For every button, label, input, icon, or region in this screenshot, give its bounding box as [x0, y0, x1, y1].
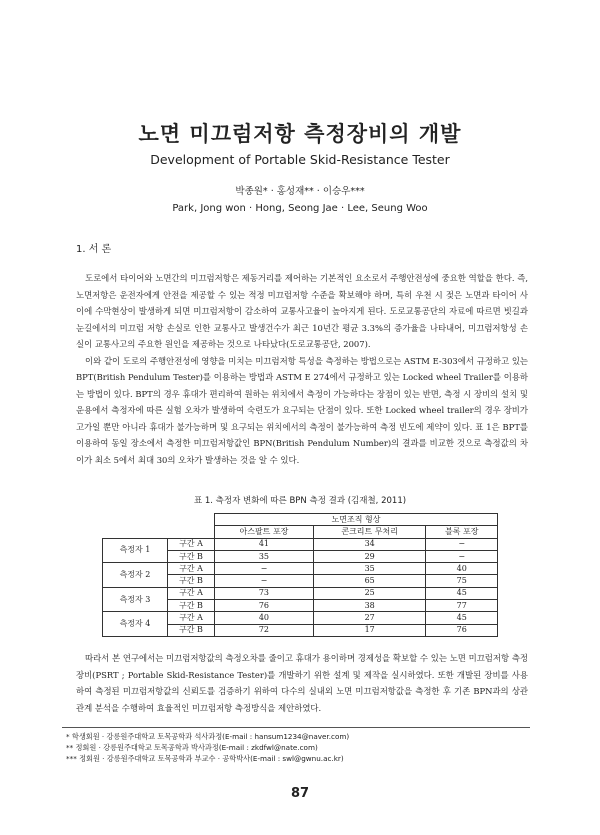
value-cell: −: [215, 575, 314, 587]
paper-subtitle: Development of Portable Skid-Resistance Tester: [150, 152, 450, 167]
value-cell: 77: [426, 600, 498, 612]
value-cell: 27: [313, 612, 426, 624]
value-cell: 29: [313, 550, 426, 562]
value-cell: 76: [215, 600, 314, 612]
value-cell: 65: [313, 575, 426, 587]
table-row: [103, 563, 498, 575]
footnote-1: * 학생회원 · 강릉원주대학교 토목공학과 석사과정(E-mail : hansum1234@naver.com): [66, 732, 350, 741]
table-row: [103, 587, 498, 599]
table-corner: [103, 514, 215, 539]
value-cell: 73: [215, 587, 314, 599]
page-number: 87: [290, 786, 310, 801]
section-cell: 구간 A: [168, 538, 215, 550]
paragraph-3: 따라서 본 연구에서는 미끄럼저항값의 측정오차를 줄이고 휴대가 용이하며 경제성을 확보할 수 있는 노면 미끄럼저항 측정 장비(PSRT ; Portable Skid-Resistance Tester)를 개발하기 위한 설계 및 제작을 실시하였다. 또한 개발된 장비를 사용하여 측정된 미끄럼저항값의 신뢰도를 검증하기 위하여 다수의 실내외 노면 미끄럼저항값을 측정한 후 기존 BPN과의 상관관계 분석을 수행하여 효율적인 미끄럼저항 측정방식을 제안하였다.: [76, 653, 528, 713]
tester-cell: 측정자 3: [103, 587, 168, 612]
section-cell: 구간 A: [168, 563, 215, 575]
table-header-row: [103, 514, 498, 526]
column-header: 블록 포장: [426, 526, 498, 538]
footnote-divider: [62, 727, 530, 728]
value-cell: 34: [313, 538, 426, 550]
tester-cell: 측정자 1: [103, 538, 168, 563]
section-cell: 구간 A: [168, 612, 215, 624]
value-cell: 41: [215, 538, 314, 550]
value-cell: −: [426, 550, 498, 562]
paragraph-2: 이와 같이 도로의 주행안전성에 영향을 미치는 미끄럼저항 특성을 측정하는 방법으로는 ASTM E-303에서 규정하고 있는 BPT(British Pendulum Tester)를 이용하는 방법과 ASTM E 274에서 규정하고 있는 Locked wheel Trailer를 이용하는 방법이 있다. BPT의 경우 휴대가 편리하여 원하는 위치에서 측정이 가능하다는 장점이 있는 반면, 측정 시 장비의 설치 및 운용에서 측정자에 따른 실험 오차가 발생하여 숙련도가 요구되는 단점이 있다. 또한 Locked wheel trailer의 경우 장비가 고가일 뿐만 아니라 휴대가 불가능하며 및 요구되는 위치에서의 측정이 불가능하여 측정 빈도에 제약이 있다. 표 1은 BPT를 이용하여 동일 장소에서 측정한 미끄럼저항값인 BPN(British Pendulum Number)의 결과를 비교한 것으로 측정값의 차이가 최소 5에서 최대 30의 오차가 발생하는 것을 알 수 있다.: [76, 355, 528, 465]
footnote-2: ** 정회원 · 강릉원주대학교 토목공학과 박사과정(E-mail : zkdfwl@nate.com): [66, 743, 318, 752]
footnote-3: *** 정회원 · 강릉원주대학교 토목공학과 부교수 · 공학박사(E-mail : swl@gwnu.ac.kr): [66, 754, 344, 763]
section-cell: 구간 A: [168, 587, 215, 599]
table-row: [103, 538, 498, 550]
authors-english: Park, Jong won · Hong, Seong Jae · Lee, Seung Woo: [172, 203, 428, 214]
value-cell: −: [426, 538, 498, 550]
section-cell: 구간 B: [168, 575, 215, 587]
value-cell: 76: [426, 624, 498, 636]
section-cell: 구간 B: [168, 624, 215, 636]
column-header: 콘크리트 무처리: [313, 526, 426, 538]
tester-cell: 측정자 4: [103, 612, 168, 637]
value-cell: −: [215, 563, 314, 575]
section-cell: 구간 B: [168, 600, 215, 612]
group-header: 노면조직 형상: [215, 514, 498, 526]
column-header: 아스팔트 포장: [215, 526, 314, 538]
tester-cell: 측정자 2: [103, 563, 168, 588]
section-cell: 구간 B: [168, 550, 215, 562]
section-heading: 1. 서 론: [76, 244, 112, 255]
value-cell: 45: [426, 612, 498, 624]
table-caption: 표 1. 측정자 변화에 따른 BPN 측정 결과 (김재철, 2011): [193, 496, 407, 506]
value-cell: 75: [426, 575, 498, 587]
paper-title: 노면 미끄럼저항 측정장비의 개발: [138, 122, 462, 146]
authors-korean: 박종원* · 홍성재** · 이승우***: [235, 186, 365, 197]
paragraph-1: 도로에서 타이어와 노면간의 미끄럼저항은 제동거리를 제어하는 기본적인 요소로서 주행안전성에 중요한 역할을 한다. 즉, 노면저항은 운전자에게 안전을 제공할 수 있는 적정 미끄럼저항 수준을 확보해야 하며, 특히 우천 시 젖은 노면과 타이어 사이에 수막현상이 발생하게 되면 미끄럼저항이 감소하여 교통사고율이 높아지게 된다. 도로교통공단의 자료에 따르면 빗길과 눈길에서의 미끄럼 저항 손실로 인한 교통사고 발생건수가 최근 10년간 평균 3.3%의 증가율을 나타내어, 미끄럼저항성 손실이 교통사고의 주요한 원인을 제공하는 것으로 나타났다(도로교통공단, 2007).: [76, 273, 528, 349]
value-cell: 17: [313, 624, 426, 636]
value-cell: 45: [426, 587, 498, 599]
intro-paragraphs: [76, 270, 528, 468]
value-cell: 40: [426, 563, 498, 575]
value-cell: 72: [215, 624, 314, 636]
conclusion-paragraph-block: [76, 650, 528, 716]
value-cell: 35: [215, 550, 314, 562]
value-cell: 40: [215, 612, 314, 624]
value-cell: 38: [313, 600, 426, 612]
value-cell: 25: [313, 587, 426, 599]
bpn-results-table: [102, 513, 498, 637]
value-cell: 35: [313, 563, 426, 575]
table-row: [103, 612, 498, 624]
